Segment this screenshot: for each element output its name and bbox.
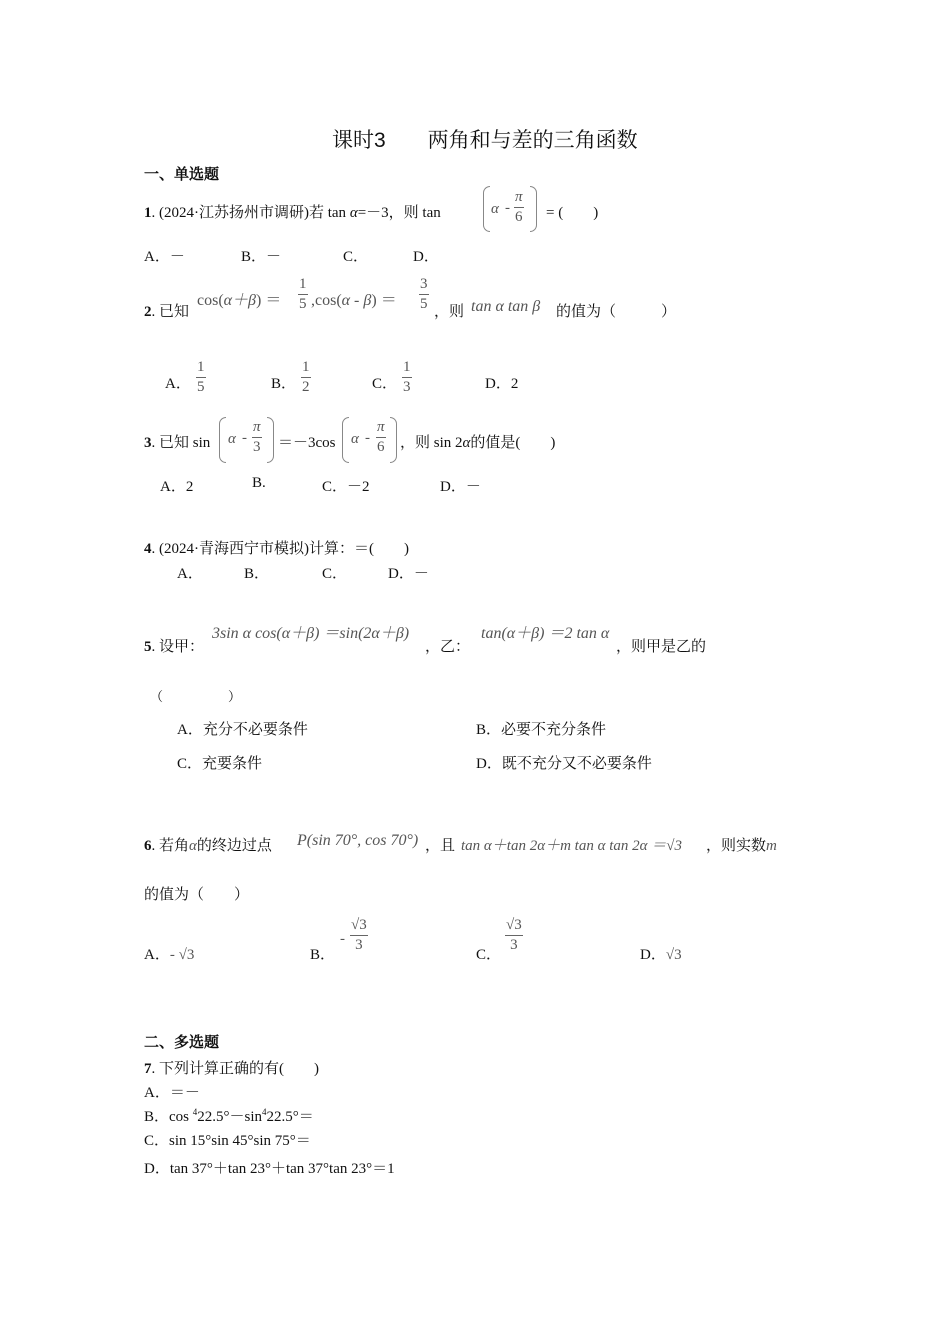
q5-option-d[interactable]: D．既不充分又不必要条件 (476, 756, 652, 772)
q7-number: 7 (144, 1061, 152, 1077)
q3-right-paren-2 (390, 417, 397, 463)
q2-option-d[interactable]: D．2 (485, 376, 519, 392)
q4-stem (144, 537, 409, 558)
q2-b-den: 2 (302, 379, 310, 395)
q3-minus-2: - (365, 430, 370, 446)
q6-option-c-frac (505, 916, 523, 955)
q6-alpha: α (189, 838, 197, 854)
q7-option-d[interactable]: D．tan 37°＋tan 23°＋tan 37°tan 23°＝1 (144, 1161, 395, 1177)
q1-eq: =－3，则 tan (357, 205, 441, 221)
q2-cos-diff (311, 287, 397, 310)
q2-a-num: 1 (196, 358, 206, 378)
q6-mid2: ，且 (425, 838, 456, 854)
q6-point: P(sin 70°, cos 70°) (297, 832, 419, 849)
q6-tail (706, 834, 777, 855)
q3-right-paren-1 (267, 417, 274, 463)
q2-f2-den: 5 (420, 296, 428, 312)
q6-option-b[interactable]: B． (310, 947, 336, 963)
q6-option-a[interactable] (144, 943, 194, 964)
section-heading-single-choice: 一、单选题 (144, 165, 220, 183)
q5-mid: ，乙： (425, 639, 471, 655)
q6-expr: tan α＋tan 2α＋m tan α tan 2α ＝√3 (461, 838, 682, 854)
q1-frac-den: 6 (515, 209, 523, 225)
q5-pre: . 设甲： (151, 639, 205, 655)
q3-f1-num: π (252, 418, 262, 438)
q2-option-c[interactable]: C． (372, 376, 398, 392)
q5-tail: ，则甲是乙的 (616, 639, 707, 655)
q3-number: 3 (144, 435, 152, 451)
q3-f2-den: 6 (377, 439, 385, 455)
q2-pre: . 已知 (151, 304, 190, 320)
q3-alpha-2: α (351, 431, 359, 447)
q6-option-b-sign: - (340, 931, 345, 947)
q2-cos1: cos( (197, 292, 224, 309)
q2-f2-num: 3 (419, 275, 429, 295)
q3-stem-start (144, 431, 210, 452)
q7-option-b[interactable] (144, 1105, 314, 1126)
q4-option-b[interactable]: B． (244, 566, 270, 582)
q3-f1-den: 3 (253, 439, 261, 455)
q5-option-a[interactable]: A．充分不必要条件 (177, 722, 308, 738)
q1-alpha: α (349, 205, 358, 221)
q3-option-d[interactable]: D．－ (440, 479, 481, 495)
q3-left-paren-1 (219, 417, 226, 463)
q6-c-den: 3 (510, 937, 518, 953)
q3-left-paren-2 (342, 417, 349, 463)
q6-option-a-value: - √3 (169, 947, 195, 963)
q1-pi-over-6 (514, 188, 524, 227)
q3-option-b[interactable]: B. (252, 475, 266, 491)
q7-b-post: 22.5°＝ (266, 1109, 314, 1125)
q5-option-c[interactable]: C．充要条件 (177, 756, 263, 772)
q3-pi-over-3 (252, 418, 262, 457)
q3-alpha-1: α (228, 431, 236, 447)
q4-option-c[interactable]: C． (322, 566, 348, 582)
q2-cos-sum (197, 287, 281, 310)
q1-option-c[interactable]: C． (343, 249, 369, 265)
q2-cos2: ,cos( (311, 292, 342, 309)
q2-frac-1-5 (298, 275, 308, 314)
q1-right-paren (530, 186, 537, 232)
q1-inner-minus: - (505, 200, 510, 216)
q1-number: 1 (144, 205, 152, 221)
q7-b-sup2: 4 (262, 1107, 267, 1117)
q4-number: 4 (144, 541, 152, 557)
section-heading-multi-choice: 二、多选题 (144, 1033, 220, 1051)
q3-pre: . 已知 sin (151, 435, 211, 451)
q2-option-a-frac (196, 358, 206, 397)
q7-text: . 下列计算正确的有( ) (151, 1061, 319, 1077)
q7-option-c[interactable]: C．sin 15°sin 45°sin 75°＝ (144, 1133, 311, 1149)
q2-tail: 的值为（ ） (556, 304, 677, 320)
q3-option-a[interactable]: A．2 (160, 479, 194, 495)
q2-frac-3-5 (419, 275, 429, 314)
q6-option-d-label: D． (640, 947, 666, 963)
q6-stem-start (144, 834, 272, 855)
q2-close1: ) ＝ (256, 292, 282, 309)
q5-stem-start (144, 635, 204, 656)
page-title: 课时3 两角和与差的三角函数 (332, 129, 638, 152)
q6-b-den: 3 (355, 937, 363, 953)
q7-stem (144, 1057, 319, 1078)
q5-option-b[interactable]: B．必要不充分条件 (476, 722, 607, 738)
q3-f2-num: π (376, 418, 386, 438)
q1-text: . (2024·江苏扬州市调研)若 tan (151, 205, 350, 221)
q3-minus-1: - (242, 430, 247, 446)
q3-option-c[interactable]: C．－2 (322, 479, 370, 495)
q2-ab1: α＋β (223, 292, 257, 309)
q6-option-d[interactable] (640, 943, 682, 964)
q7-b-sup1: 4 (192, 1107, 198, 1117)
q1-frac-num: π (514, 188, 524, 208)
q1-inner-alpha: α (491, 201, 499, 217)
q1-option-d[interactable]: D． (413, 249, 439, 265)
q6-tail-text: ，则实数 (706, 838, 767, 854)
q2-post: ，则 (434, 304, 465, 320)
q6-c-num: √3 (505, 916, 523, 936)
q6-pre: . 若角 (151, 838, 190, 854)
q6-b-num: √3 (350, 916, 368, 936)
q1-tail: = ( ) (546, 205, 599, 221)
q6-option-a-label: A． (144, 947, 170, 963)
q4-option-a[interactable]: A． (177, 566, 203, 582)
q6-option-d-value: √3 (665, 947, 682, 963)
q2-tan-expr: tan α tan β (471, 298, 541, 315)
q1-option-a[interactable]: A．－ (144, 249, 185, 265)
q1-stem (144, 201, 441, 222)
q2-stem-start (144, 300, 189, 321)
q3-mid: ＝－3cos (278, 435, 336, 451)
q7-b-mid: 22.5°－sin (197, 1109, 263, 1125)
q3-pi-over-6 (376, 418, 386, 457)
q6-option-c[interactable]: C． (476, 947, 502, 963)
q6-line2: 的值为（ ） (144, 887, 250, 903)
q5-yi-expr: tan(α＋β) ＝2 tan α (481, 625, 610, 642)
q2-a-den: 5 (197, 379, 205, 395)
q2-option-a[interactable]: A． (165, 376, 191, 392)
q1-option-b[interactable]: B．－ (241, 249, 282, 265)
q2-option-b-frac (301, 358, 311, 397)
q4-text: . (2024·青海西宁市模拟)计算：＝( ) (151, 541, 409, 557)
q5-number: 5 (144, 639, 152, 655)
q3-tail (400, 431, 555, 452)
q2-close2: ) ＝ (371, 292, 397, 309)
q2-b-num: 1 (301, 358, 311, 378)
q3-tail-text-2: 的值是( ) (470, 435, 556, 451)
q7-b-pre: B．cos (144, 1109, 193, 1125)
q2-option-c-frac (402, 358, 412, 397)
q7-option-a[interactable]: A．＝－ (144, 1085, 200, 1101)
q2-c-den: 3 (403, 379, 411, 395)
q5-jia-expr: 3sin α cos(α＋β) ＝sin(2α＋β) (212, 625, 410, 642)
q2-number: 2 (144, 304, 152, 320)
q2-option-b[interactable]: B． (271, 376, 297, 392)
q2-f1-num: 1 (298, 275, 308, 295)
q3-tail-alpha: α (462, 435, 471, 451)
q1-left-paren (483, 186, 490, 232)
q3-tail-text: ，则 sin 2 (400, 435, 463, 451)
q6-option-b-frac (350, 916, 368, 955)
q5-answer-paren: （ ） (150, 689, 242, 704)
q4-option-d[interactable]: D．－ (388, 566, 429, 582)
q6-mid: 的终边过点 (196, 838, 272, 854)
q2-f1-den: 5 (299, 296, 307, 312)
q6-number: 6 (144, 838, 152, 854)
q2-ab2: α - β (341, 292, 372, 309)
q2-c-num: 1 (402, 358, 412, 378)
q6-m: m (766, 838, 777, 854)
